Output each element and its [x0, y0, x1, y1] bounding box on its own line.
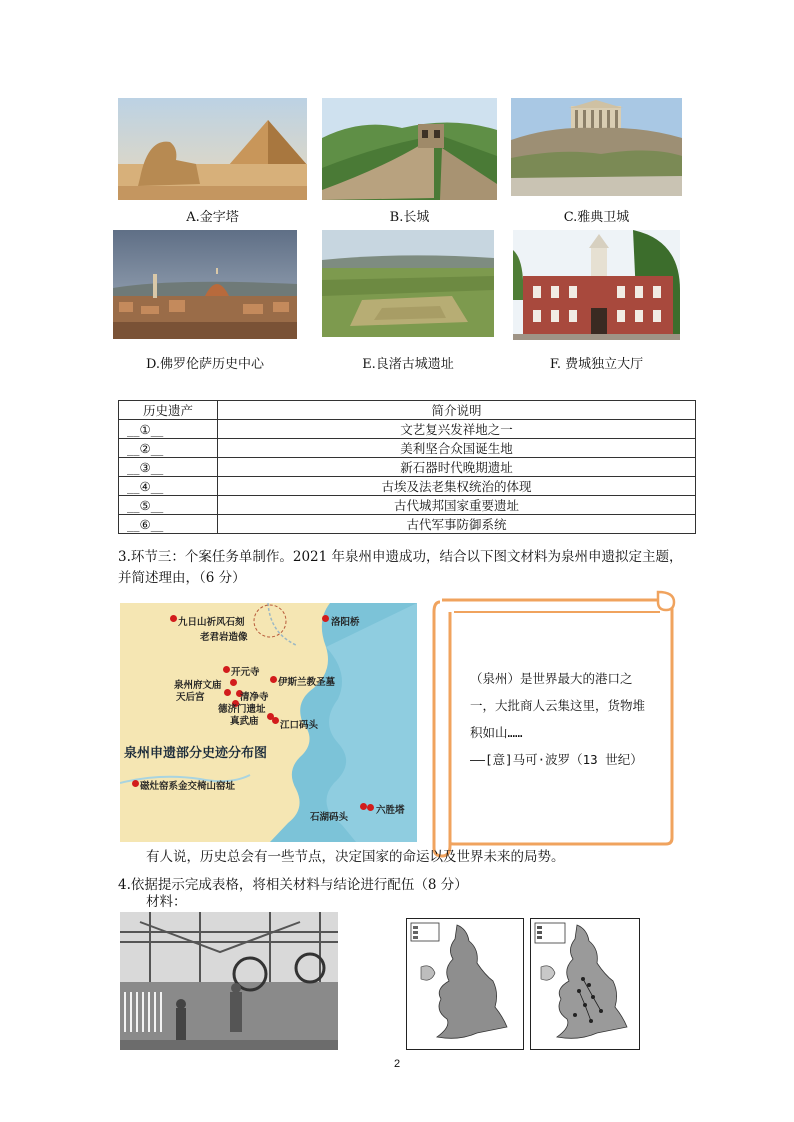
quote-attribution: ——[意]马可·波罗（13 世纪）	[470, 752, 643, 767]
site-label-luoyang: 洛阳桥	[331, 617, 360, 628]
description-cell: 文艺复兴发祥地之一	[218, 420, 696, 439]
table-row	[119, 515, 696, 534]
answer-blank-2[interactable]: __②__	[119, 439, 218, 458]
site-label-jiuri: 九日山祈风石刻	[178, 617, 245, 628]
site-marker	[272, 717, 279, 724]
caption-liangzhu: E.良渚古城遗址	[362, 357, 454, 372]
site-label-laojun: 老君岩造像	[200, 632, 248, 643]
marco-polo-quote	[470, 665, 660, 773]
site-label-zhenwu: 真武庙	[230, 716, 259, 727]
photo-independence-hall	[513, 230, 680, 340]
quanzhou-heritage-map	[120, 603, 417, 842]
photo-pyramid	[118, 98, 307, 200]
caption-acropolis: C.雅典卫城	[563, 210, 630, 225]
site-label-yisilan: 伊斯兰教圣墓	[278, 677, 336, 688]
answer-blank-1[interactable]: __①__	[119, 420, 218, 439]
map-england-after	[530, 918, 640, 1050]
heritage-table	[118, 400, 696, 534]
site-label-liusheng: 六胜塔	[376, 805, 405, 816]
caption-pyramid: A.金字塔	[186, 210, 239, 225]
site-label-deji: 德济门遗址	[218, 704, 266, 715]
photo-great-wall	[322, 98, 497, 200]
question-4-line-2: 材料：	[146, 894, 187, 910]
site-label-ciyao: 磁灶窑系金交椅山窑址	[140, 781, 236, 792]
site-label-fuwen: 泉州府文庙	[174, 680, 222, 691]
caption-florence: D.佛罗伦萨历史中心	[145, 357, 265, 372]
table-row	[119, 439, 696, 458]
history-nodes-sentence: 有人说，历史总会有一些节点，决定国家的命运以及世界未来的局势。	[146, 849, 565, 865]
table-row	[119, 458, 696, 477]
table-row	[119, 420, 696, 439]
photo-acropolis	[511, 98, 682, 196]
answer-blank-5[interactable]: __⑤__	[119, 496, 218, 515]
site-marker	[367, 804, 374, 811]
table-row	[119, 477, 696, 496]
photo-florence	[113, 230, 297, 339]
site-label-qingjing: 清净寺	[240, 692, 269, 703]
page-number: 2	[393, 1058, 401, 1070]
answer-blank-4[interactable]: __④__	[119, 477, 218, 496]
question-3-line-2: 并简述理由，（6 分）	[118, 570, 246, 586]
site-label-kaiyuan: 开元寺	[231, 667, 260, 678]
caption-great-wall: B.长城	[389, 210, 430, 225]
caption-independence-hall: F. 费城独立大厅	[549, 357, 644, 372]
description-cell: 新石器时代晚期遗址	[218, 458, 696, 477]
site-marker	[170, 615, 177, 622]
site-marker	[223, 666, 230, 673]
table-header-row	[119, 401, 696, 420]
description-cell: 古埃及法老集权统治的体现	[218, 477, 696, 496]
table-row	[119, 496, 696, 515]
site-marker	[322, 615, 329, 622]
description-cell: 古代军事防御系统	[218, 515, 696, 534]
description-cell: 古代城邦国家重要遗址	[218, 496, 696, 515]
question-4-line-1: 4.依据提示完成表格，将相关材料与结论进行配伍（8 分）	[118, 877, 468, 893]
site-label-shihu: 石湖码头	[310, 812, 349, 823]
quote-line: 积如山……	[470, 725, 523, 740]
header-description: 简介说明	[218, 401, 696, 420]
photo-textile-factory	[120, 912, 338, 1050]
site-label-jiangkou: 江口码头	[280, 720, 319, 731]
quote-line: 一，大批商人云集这里，货物堆	[470, 698, 646, 713]
question-3-line-1: 3.环节三：个案任务单制作。2021 年泉州申遗成功，结合以下图文材料为泉州申遗拟定主题，	[118, 549, 683, 565]
answer-blank-3[interactable]: __③__	[119, 458, 218, 477]
description-cell: 美利坚合众国诞生地	[218, 439, 696, 458]
map-title: 泉州申遗部分史迹分布图	[124, 746, 268, 761]
site-marker	[270, 676, 277, 683]
site-label-tianhou: 天后宫	[176, 692, 205, 703]
photo-liangzhu	[322, 230, 494, 337]
answer-blank-6[interactable]: __⑥__	[119, 515, 218, 534]
site-marker	[224, 689, 231, 696]
site-marker	[360, 803, 367, 810]
site-marker	[132, 780, 139, 787]
header-heritage: 历史遗产	[119, 401, 218, 420]
site-marker	[230, 679, 237, 686]
map-england-before	[406, 918, 524, 1050]
quote-line: （泉州）是世界最大的港口之	[470, 671, 633, 686]
